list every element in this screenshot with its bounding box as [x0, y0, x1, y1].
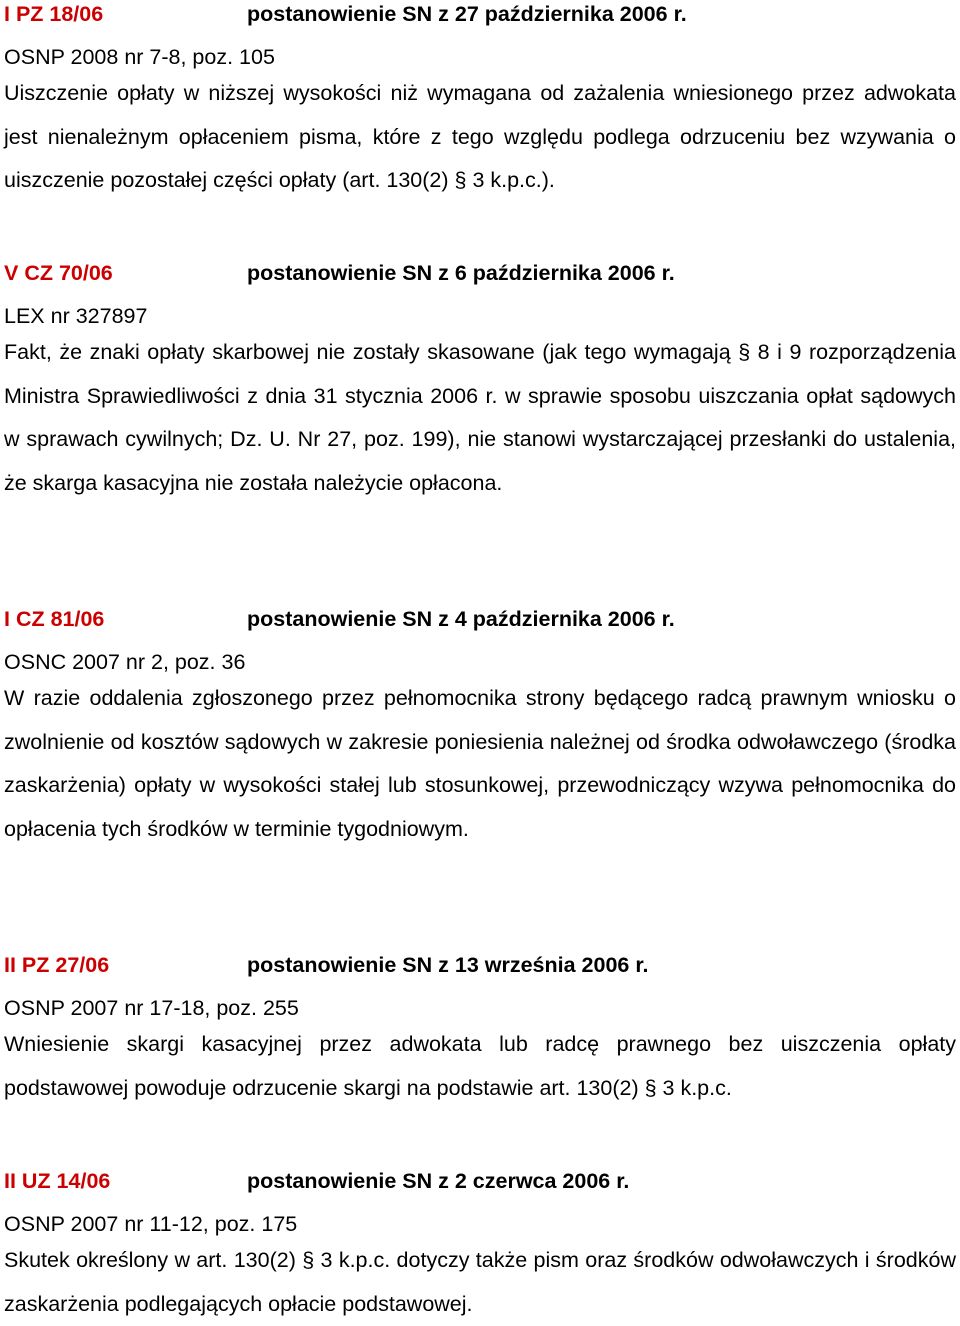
publication-source: OSNP 2007 nr 17-18, poz. 255	[4, 996, 299, 1020]
ruling-header	[4, 259, 956, 287]
case-number: V CZ 70/06	[4, 261, 113, 285]
publication-source: OSNC 2007 nr 2, poz. 36	[4, 650, 246, 674]
ruling-entry	[4, 0, 956, 203]
ruling-thesis: Skutek określony w art. 130(2) § 3 k.p.c. dotyczy także pism oraz środków odwoławczych i środków zaskarżenia podlegających opłacie podstawowej.	[4, 1248, 956, 1316]
ruling-header	[4, 1167, 956, 1195]
ruling-entry	[4, 605, 956, 851]
ruling-title: postanowienie SN z 2 czerwca 2006 r.	[247, 1169, 630, 1193]
ruling-title: postanowienie SN z 6 października 2006 r.	[247, 261, 675, 285]
case-number: II UZ 14/06	[4, 1169, 111, 1193]
ruling-header	[4, 951, 956, 979]
case-number: I CZ 81/06	[4, 607, 105, 631]
ruling-title: postanowienie SN z 13 września 2006 r.	[247, 953, 649, 977]
publication-source: LEX nr 327897	[4, 304, 148, 328]
ruling-thesis: W razie oddalenia zgłoszonego przez pełnomocnika strony będącego radcą prawnym wniosku o zwolnienie od kosztów sądowych w zakresie poniesienia należnej od środka odwoławczego (środka zaskarżenia) opłaty w wysokości stałej lub stosunkowej, przewodniczący wzywa pełnomocnika do opłacenia tych środków w terminie tygodniowym.	[4, 686, 956, 841]
ruling-title: postanowienie SN z 4 października 2006 r.	[247, 607, 675, 631]
ruling-thesis: Fakt, że znaki opłaty skarbowej nie zostały skasowane (jak tego wymagają § 8 i 9 rozporządzenia Ministra Sprawiedliwości z dnia 31 stycznia 2006 r. w sprawie sposobu uiszczania opłat sądowych w sprawach cywilnych; Dz. U. Nr 27, poz. 199), nie stanowi wystarczającej przesłanki do ustalenia, że skarga kasacyjna nie została należycie opłacona.	[4, 340, 956, 495]
ruling-thesis: Uiszczenie opłaty w niższej wysokości niż wymagana od zażalenia wniesionego przez adwokata jest nienależnym opłaceniem pisma, które z tego względu podlega odrzuceniu bez wzywania o uiszczenie pozostałej części opłaty (art. 130(2) § 3 k.p.c.).	[4, 81, 956, 192]
ruling-entry	[4, 1167, 956, 1326]
case-number: II PZ 27/06	[4, 953, 110, 977]
ruling-thesis: Wniesienie skargi kasacyjnej przez adwokata lub radcę prawnego bez uiszczenia opłaty podstawowej powoduje odrzucenie skargi na podstawie art. 130(2) § 3 k.p.c.	[4, 1032, 956, 1100]
ruling-header	[4, 605, 956, 633]
ruling-title: postanowienie SN z 27 października 2006 r.	[247, 2, 687, 26]
ruling-entry	[4, 259, 956, 505]
case-number: I PZ 18/06	[4, 2, 104, 26]
publication-source: OSNP 2007 nr 11-12, poz. 175	[4, 1212, 298, 1236]
ruling-entry	[4, 951, 956, 1110]
ruling-header	[4, 0, 956, 28]
publication-source: OSNP 2008 nr 7-8, poz. 105	[4, 45, 275, 69]
